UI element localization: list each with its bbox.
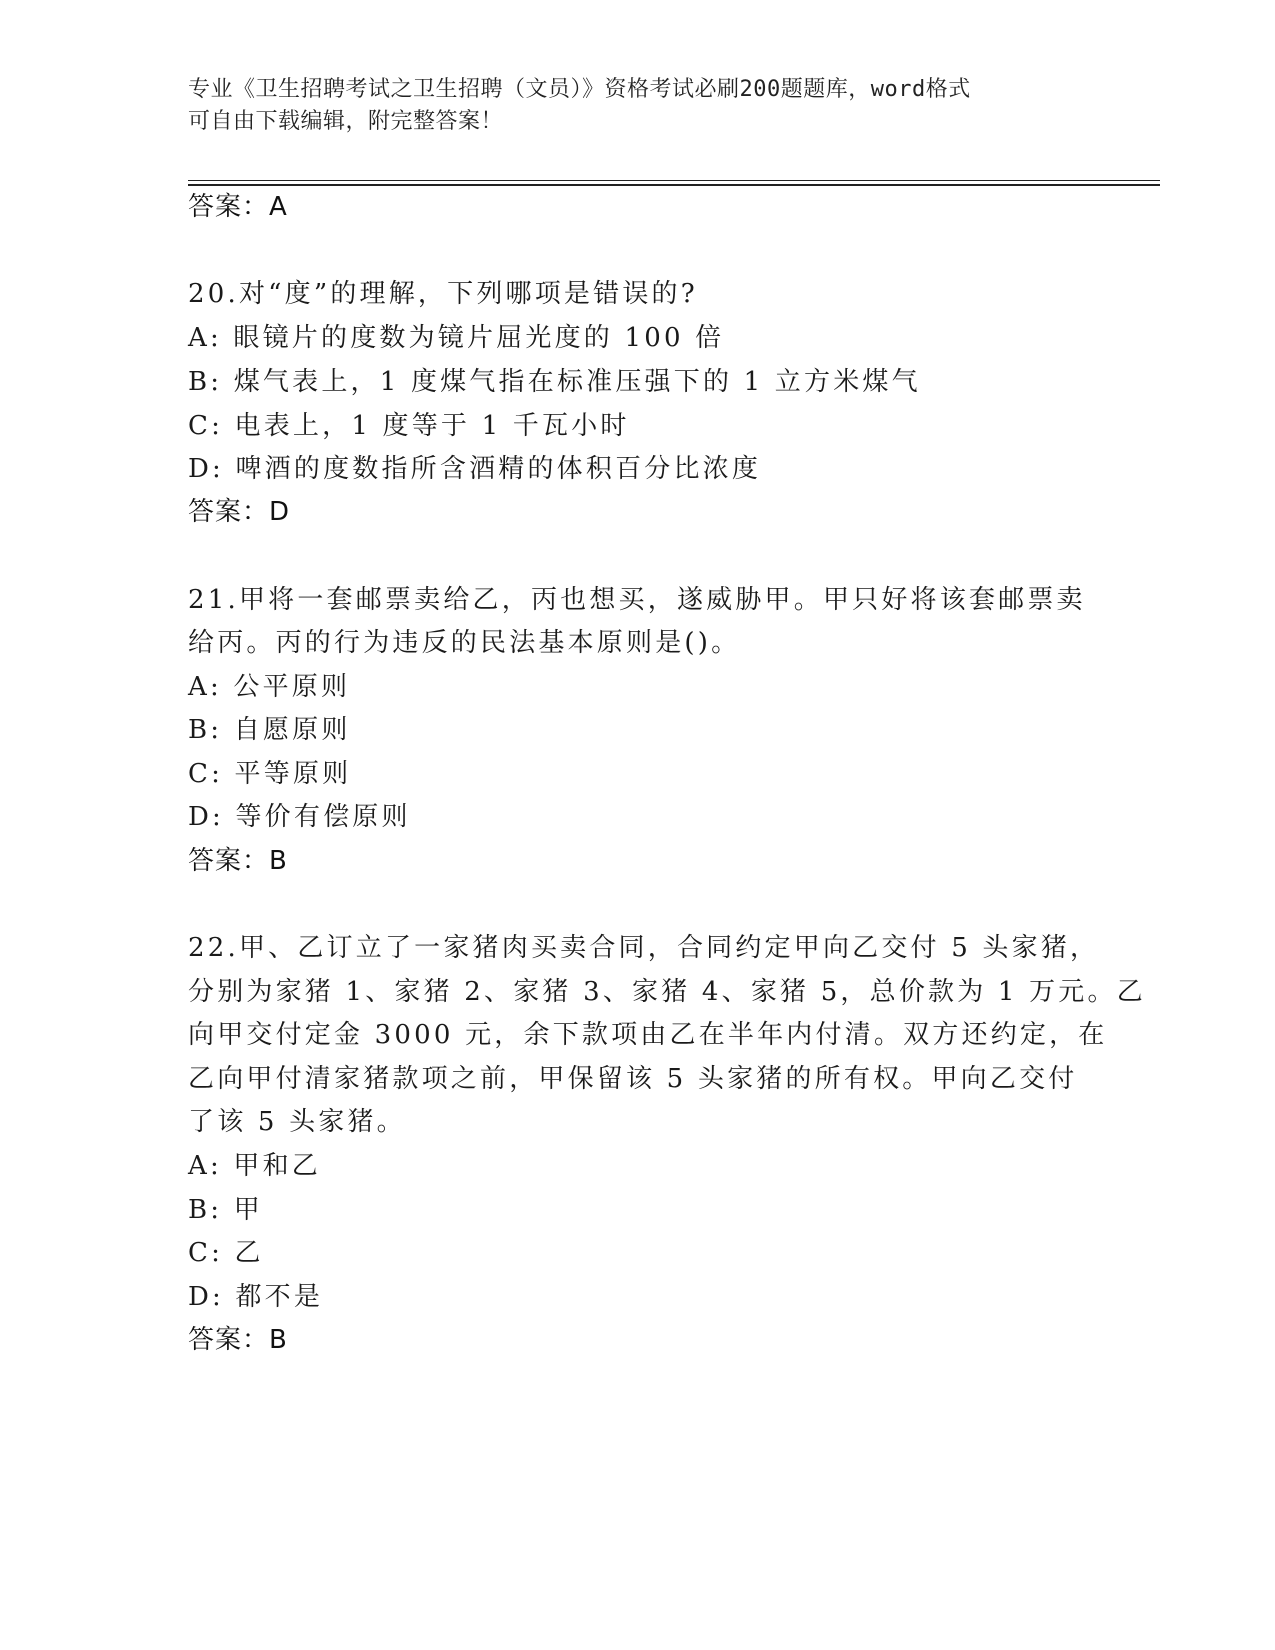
- option-d: D: 都不是: [188, 1282, 324, 1312]
- header-divider: [188, 180, 1160, 181]
- question-stem: 给丙。丙的行为违反的民法基本原则是()。: [188, 628, 741, 658]
- option-d: D: 等价有偿原则: [188, 802, 411, 832]
- option-d: D: 啤酒的度数指所含酒精的体积百分比浓度: [188, 454, 762, 484]
- option-c: C: 乙: [188, 1238, 264, 1268]
- question-stem: 乙向甲付清家猪款项之前，甲保留该 5 头家猪的所有权。甲向乙交付: [188, 1064, 1078, 1094]
- question-stem: 20.对“度”的理解，下列哪项是错误的?: [188, 279, 698, 309]
- question-stem: 了该 5 头家猪。: [188, 1107, 406, 1137]
- option-c: C: 电表上，1 度等于 1 千瓦小时: [188, 411, 630, 441]
- question-stem: 向甲交付定金 3000 元，余下款项由乙在半年内付清。双方还约定，在: [188, 1020, 1108, 1050]
- option-c: C: 平等原则: [188, 759, 352, 789]
- question-stem: 分别为家猪 1、家猪 2、家猪 3、家猪 4、家猪 5，总价款为 1 万元。乙: [188, 977, 1146, 1007]
- answer-line: 答案：B: [188, 846, 288, 876]
- header-divider: [188, 184, 1160, 186]
- option-b: B: 甲: [188, 1195, 263, 1225]
- document-header: [188, 74, 1088, 138]
- answer-line: 答案：B: [188, 1325, 288, 1355]
- answer-line: 答案：D: [188, 497, 291, 527]
- option-a: A: 公平原则: [188, 672, 351, 702]
- option-a: A: 甲和乙: [188, 1151, 322, 1181]
- option-b: B: 煤气表上，1 度煤气指在标准压强下的 1 立方米煤气: [188, 367, 921, 397]
- question-stem: 22.甲、乙订立了一家猪肉买卖合同，合同约定甲向乙交付 5 头家猪，: [188, 933, 1100, 963]
- answer-line: 答案：A: [188, 192, 288, 222]
- option-a: A: 眼镜片的度数为镜片屈光度的 100 倍: [188, 323, 725, 353]
- question-stem: 21.甲将一套邮票卖给乙，丙也想买，遂威胁甲。甲只好将该套邮票卖: [188, 585, 1086, 615]
- header-line: 专业《卫生招聘考试之卫生招聘（文员）》资格考试必刷200题题库，word格式: [188, 77, 971, 102]
- header-line: 可自由下载编辑，附完整答案！: [188, 109, 504, 134]
- option-b: B: 自愿原则: [188, 715, 351, 745]
